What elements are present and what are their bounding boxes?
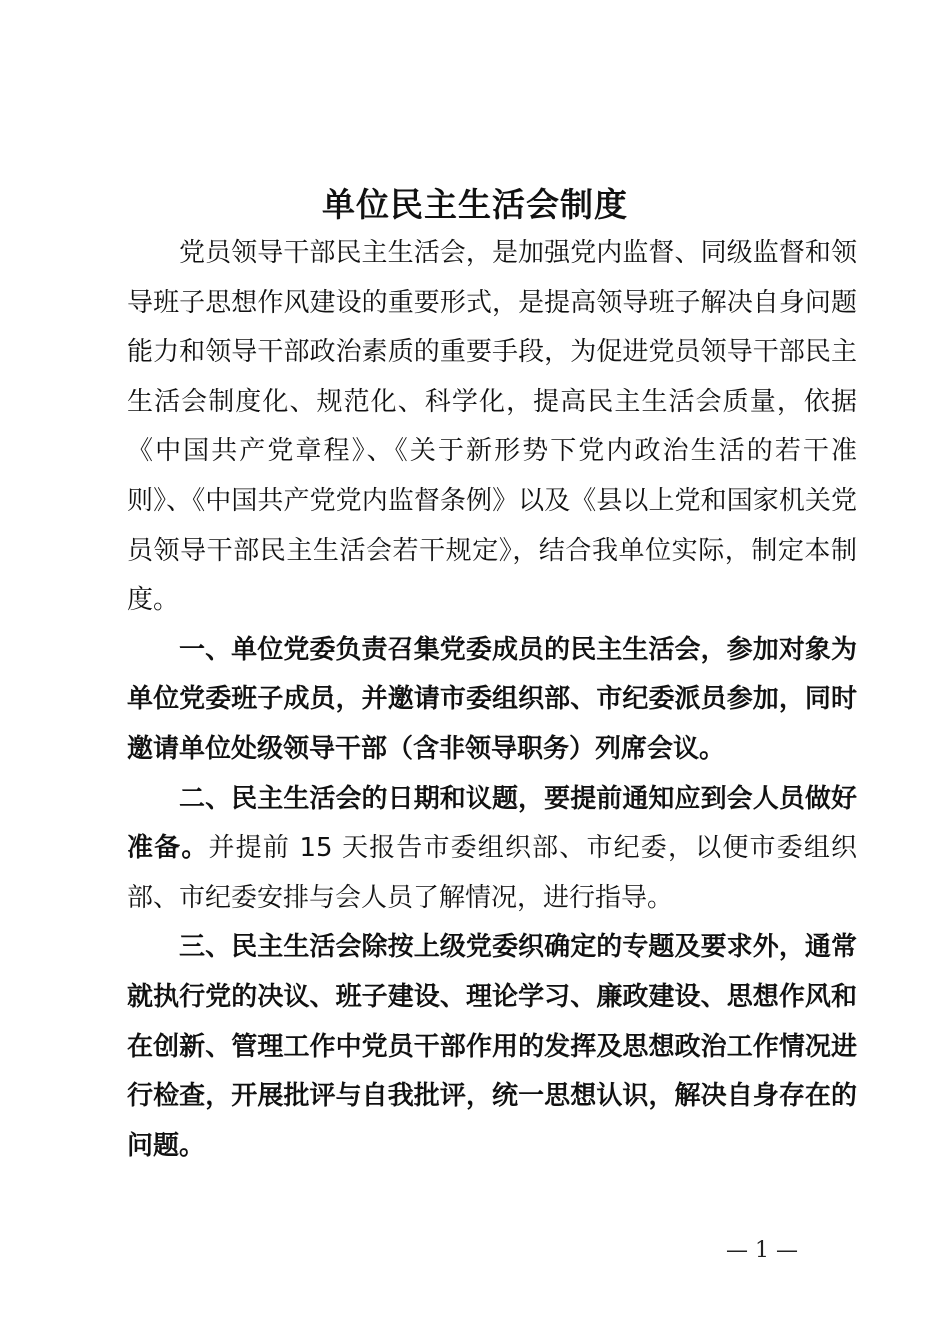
- section-1-paragraph: [127, 626, 857, 775]
- page-number: — 1 —: [726, 1238, 798, 1263]
- intro-paragraph: 党员领导干部民主生活会，是加强党内监督、同级监督和领导班子思想作风建设的重要形式，是提高领导班子解决自身问题能力和领导干部政治素质的重要手段，为促进党员领导干部民主生活会制度化、规范化、科学化，提高民主生活会质量，依据《中国共产党章程》、《关于新形势下党内政治生活的若干准则》、《中国共产党党内监督条例》以及《县以上党和国家机关党员领导干部民主生活会若干规定》，结合我单位实际，制定本制度。: [127, 238, 857, 616]
- section-2-text: 并提前 15 天报告市委组织部、市纪委，以便市委组织部、市纪委安排与会人员了解情况，进行指导。: [127, 833, 857, 913]
- section-3-paragraph: [127, 923, 857, 1171]
- document-body: [127, 229, 857, 1171]
- document-title: 单位民主生活会制度: [322, 185, 628, 224]
- section-2-heading: 二、民主生活会的日期和议题，要提前通知应到会人员做好准备。: [127, 783, 857, 864]
- section-3-heading: 三、民主生活会除按上级党委织确定的专题及要求外，通常就执行党的决议、班子建设、理论学习、廉政建设、思想作风和在创新、管理工作中党员干部作用的发挥及思想政治工作情况进行检查，开展批评与自我批评，统一思想认识，解决自身存在的问题。: [127, 932, 857, 1161]
- section-1-heading: 一、单位党委负责召集党委成员的民主生活会，参加对象为单位党委班子成员，并邀请市委组织部、市纪委派员参加，同时邀请单位处级领导干部（含非领导职务）列席会议。: [127, 634, 857, 764]
- section-2-paragraph: [127, 775, 857, 924]
